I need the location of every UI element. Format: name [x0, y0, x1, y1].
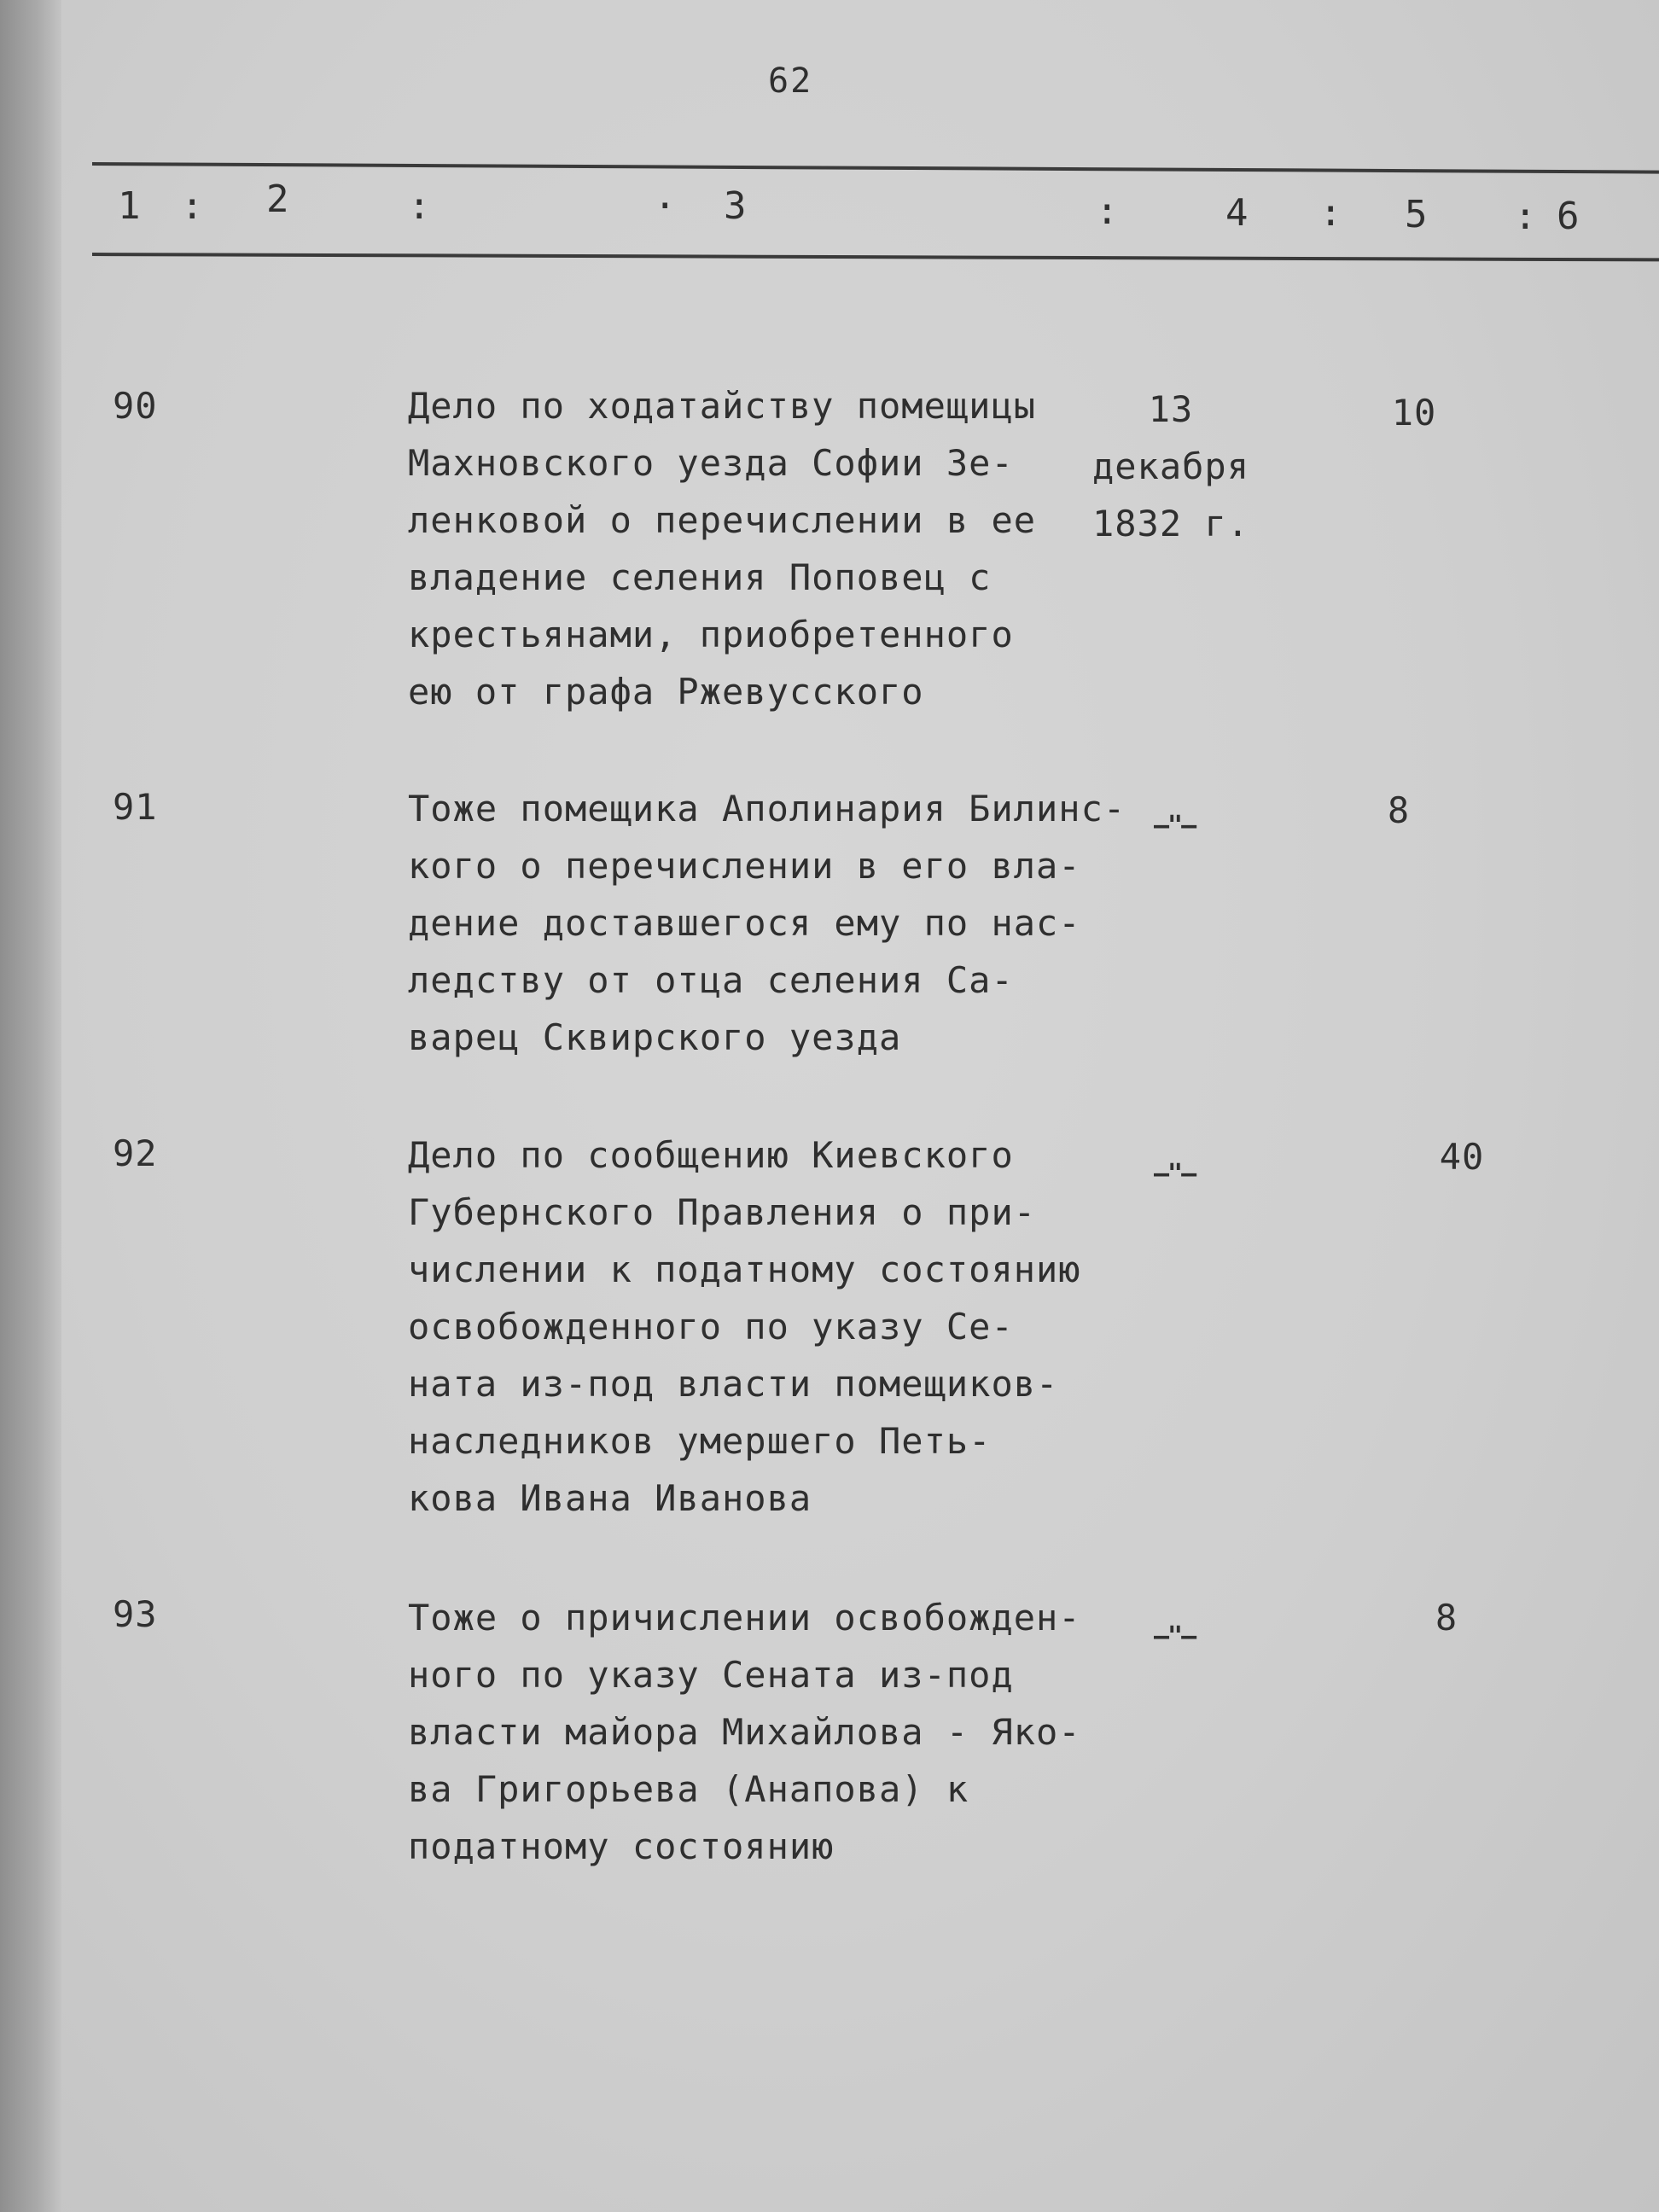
- entry-92-sheets: 40: [1439, 1136, 1485, 1178]
- header-top-rule: [92, 162, 1659, 174]
- entry-92-date-ditto: —"—: [1154, 1159, 1196, 1189]
- document-page: [61, 0, 1659, 2212]
- header-col-5: 5: [1405, 193, 1428, 236]
- header-separator-3: :: [1096, 189, 1119, 233]
- entry-91-date-ditto: —"—: [1154, 811, 1196, 841]
- entry-90-date: 13 декабря 1832 г.: [1091, 388, 1249, 544]
- page-number: 62: [768, 61, 813, 101]
- header-col-4: 4: [1225, 191, 1249, 235]
- entry-93-number: 93: [113, 1593, 158, 1635]
- entry-90-description: Дело по ходатайству помещицы Махновского уезда Софии Зе- ленковой о перечислении в ее владение селения Поповец с крестьянами, приобретенного ею от графа Ржевусского: [408, 385, 1037, 713]
- entry-92-description: Дело по сообщению Киевского Губернского Правления о при- числении к податному состоянию освобожденного по указу Се- ната из-под власти помещиков- наследников умершего Петь- кова Ивана Иванова: [408, 1134, 1081, 1519]
- header-separator-4: :: [1319, 191, 1342, 235]
- page-binding-shadow: [0, 0, 61, 2212]
- header-dot: ·: [654, 184, 677, 228]
- header-col-3: 3: [724, 184, 747, 228]
- entry-93-description: Тоже о причислении освобожден- ного по указу Сената из-под власти майора Михайлова - Яко- ва Григорьева (Анапова) к податному состоянию: [408, 1597, 1081, 1867]
- entry-93-sheets: 8: [1435, 1597, 1458, 1639]
- header-col-6: 6: [1557, 195, 1580, 238]
- entry-92-number: 92: [113, 1132, 158, 1174]
- header-bottom-rule: [92, 253, 1659, 261]
- header-separator-1: :: [181, 184, 204, 228]
- entry-90-sheets: 10: [1391, 392, 1437, 434]
- header-separator-5: :: [1514, 195, 1537, 238]
- entry-90-number: 90: [113, 385, 158, 427]
- entry-91-number: 91: [113, 786, 158, 828]
- header-separator-2: :: [408, 184, 431, 228]
- entry-93-date-ditto: —"—: [1154, 1621, 1196, 1651]
- entry-91-description: Тоже помещика Аполинария Билинс- кого о перечислении в его вла- дение доставшегося ему по нас- ледству от отца селения Са- варец Сквирского уезда: [408, 788, 1126, 1058]
- header-col-2: 2: [266, 178, 289, 221]
- entry-91-sheets: 8: [1387, 789, 1411, 831]
- header-col-1: 1: [118, 184, 141, 228]
